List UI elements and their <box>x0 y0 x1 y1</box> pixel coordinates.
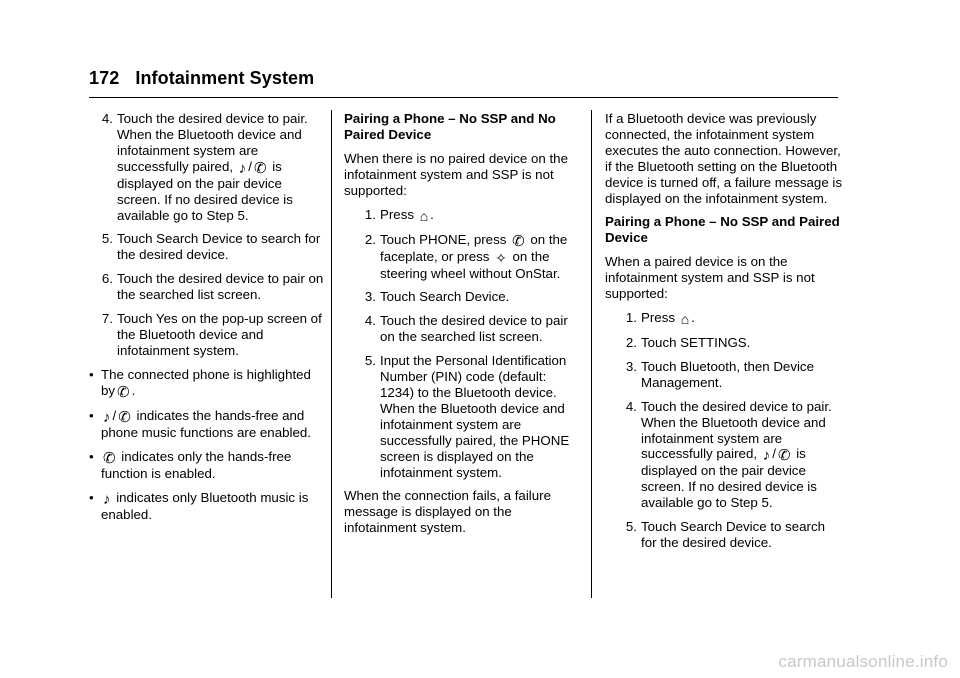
bluetooth-audio-icon: ♪ <box>103 408 111 426</box>
step-1: 1. Press ⌂ . <box>625 309 695 327</box>
bluetooth-audio-icon: ♪ <box>103 490 111 508</box>
paragraph: When a paired device is on the infotainment system and SSP is not supported: <box>605 254 815 302</box>
bullet-item: • The connected phone is highlighted by ✆ . <box>89 366 311 401</box>
bullet-item: • ✆ indicates only the hands-free function is enabled. <box>89 448 292 481</box>
column-middle <box>344 111 580 544</box>
step-7: 7. Touch Yes on the pop-up screen of the Bluetooth device and infotainment system. <box>101 311 322 358</box>
watermark: carmanualsonline.info <box>778 652 948 671</box>
step-5: 5. Touch Search Device to search for the desired device. <box>101 231 321 263</box>
step-3: 3. Touch Search Device. <box>364 289 510 305</box>
page-header <box>89 68 314 89</box>
bullet-item: • ♪ indicates only Bluetooth music is enabled. <box>89 489 309 522</box>
voice-recognition-icon: ✧ <box>495 249 507 266</box>
bluetooth-audio-icon: ♪ <box>762 447 771 465</box>
paragraph: If a Bluetooth device was previously connected, the infotainment system executes the auto connection. However, if the Bluetooth setting on the Bluetooth device is turned off, a failure message is displayed on the infotainment system. <box>605 111 843 206</box>
paragraph: When there is no paired device on the infotainment system and SSP is not supported: <box>344 150 568 198</box>
column-divider <box>591 110 592 598</box>
phone-icon: ✆ <box>117 383 130 401</box>
step-5: 5. Touch Search Device to search for the desired device. <box>625 519 826 551</box>
bluetooth-audio-icon: ♪ <box>238 159 247 177</box>
home-icon: ⌂ <box>419 207 429 224</box>
bullet-item: • ♪ / ✆ indicates the hands-free and phone music functions are enabled. <box>89 407 311 440</box>
step-5: 5. Input the Personal Identification Number (PIN) code (default: 1234) to the Bluetooth device. When the Bluetooth device and infotainment system are successfully paired, the PHONE screen is displayed on the infotainment system. <box>364 353 570 480</box>
phone-icon: ✆ <box>777 447 791 465</box>
section-heading: Pairing a Phone – No SSP and Paired Device <box>605 214 840 246</box>
home-icon: ⌂ <box>680 310 690 327</box>
phone-icon: ✆ <box>103 449 116 467</box>
section-heading: Pairing a Phone – No SSP and No Paired Device <box>344 111 556 142</box>
step-4: 4. Touch the desired device to pair. When the Bluetooth device and infotainment system are successfully paired, ♪ / ✆ is displayed on the pair device screen. If no desired device is available go to Step 5. <box>625 398 832 511</box>
phone-icon: ✆ <box>118 408 131 426</box>
step-3: 3. Touch Bluetooth, then Device Management. <box>625 358 814 390</box>
column-divider <box>331 110 332 598</box>
phone-icon: ✆ <box>512 232 525 250</box>
step-4: 4. Touch the desired device to pair on the searched list screen. <box>364 313 568 345</box>
step-2: 2. Touch PHONE, press ✆ on the faceplate, or press ✧ on the steering wheel without OnStar. <box>364 231 568 281</box>
paragraph: When the connection fails, a failure message is displayed on the infotainment system. <box>344 488 551 536</box>
phone-icon: ✆ <box>253 159 267 177</box>
step-2: 2. Touch SETTINGS. <box>625 334 751 350</box>
page-number: 172 <box>89 68 120 88</box>
column-left <box>89 111 327 530</box>
header-rule <box>89 97 838 98</box>
step-4: 4. Touch the desired device to pair. When the Bluetooth device and infotainment system are successfully paired, ♪ / ✆ is displayed on the pair device screen. If no desired device is available go to Step 5. <box>101 111 308 223</box>
column-right <box>605 111 842 559</box>
step-6: 6. Touch the desired device to pair on the searched list screen. <box>101 271 324 303</box>
step-1: 1. Press ⌂ . <box>364 206 434 224</box>
page-title: Infotainment System <box>135 68 315 88</box>
